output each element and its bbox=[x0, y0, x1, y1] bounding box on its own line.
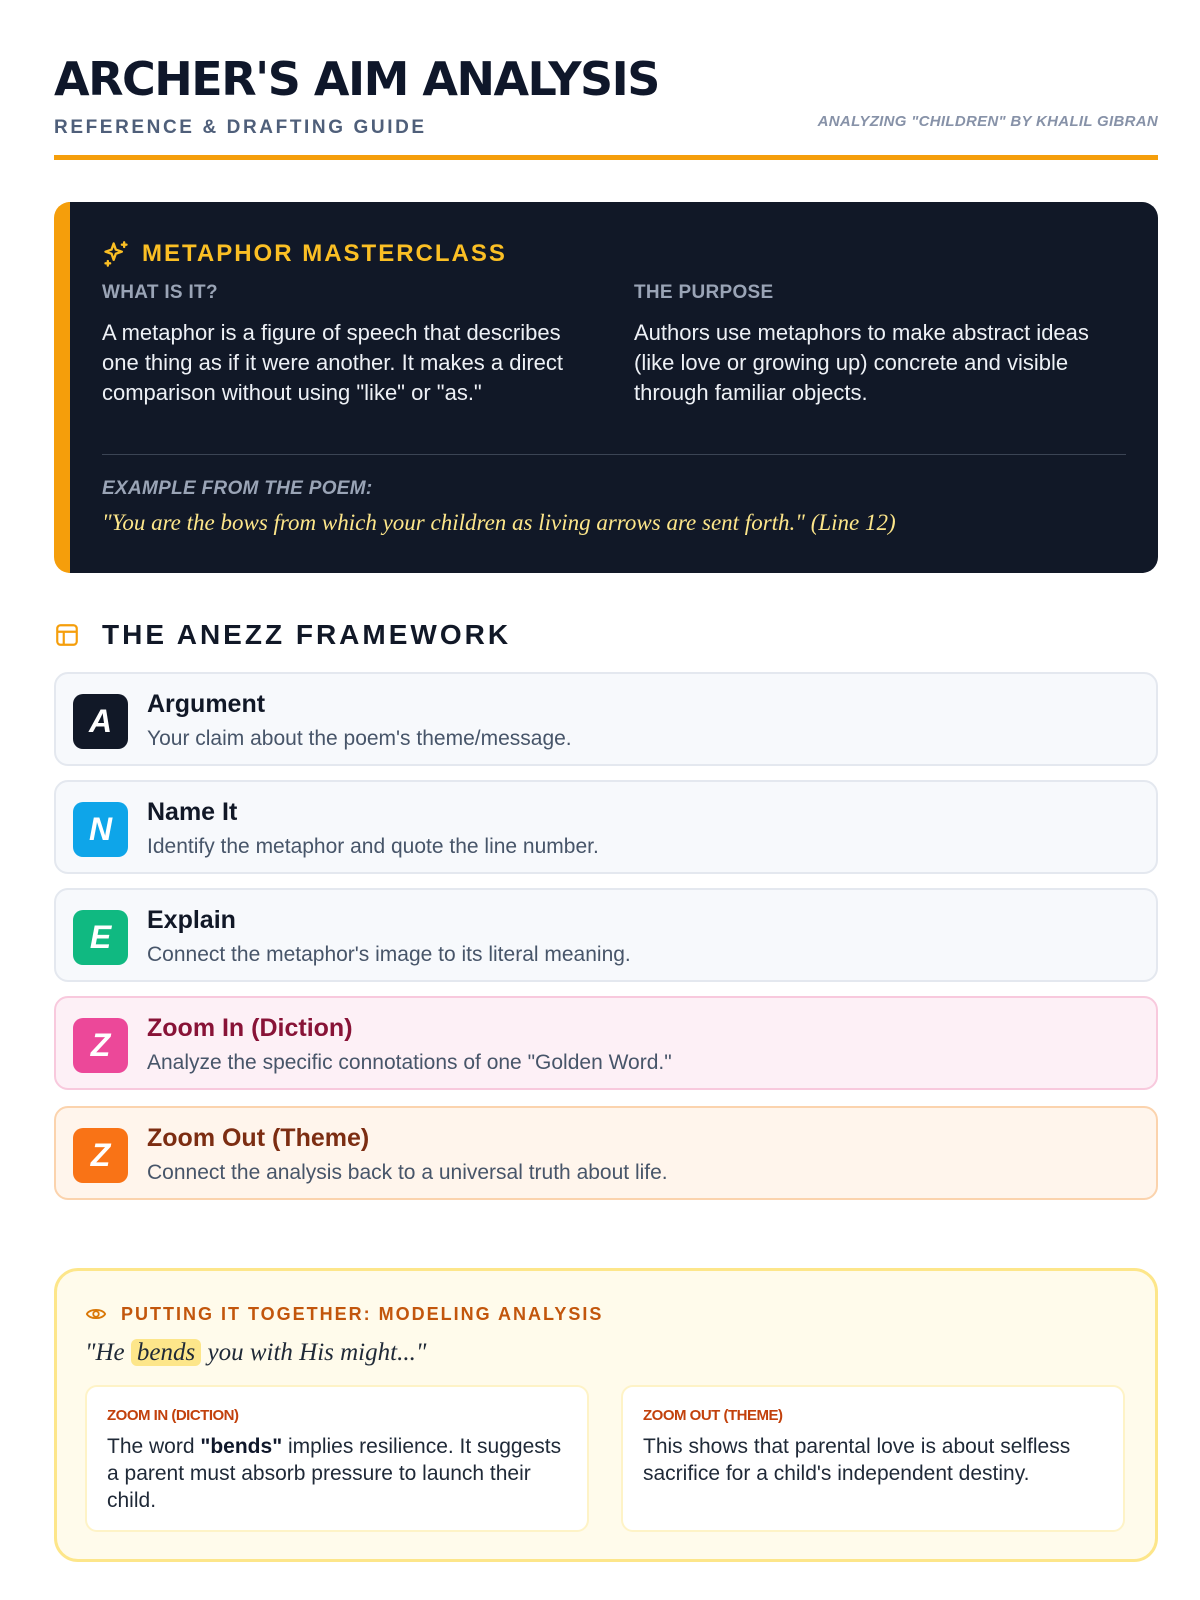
poem-byline: ANALYZING "CHILDREN" BY KHALIL GIBRAN bbox=[817, 113, 1158, 130]
what-is-it-text: A metaphor is a figure of speech that describes one thing as if it were another. It makes a direct comparison without using "like" or "as." bbox=[102, 320, 564, 405]
framework-item-desc: Connect the metaphor's image to its literal meaning. bbox=[147, 943, 631, 966]
purpose-label: THE PURPOSE bbox=[634, 282, 774, 303]
masterclass-header bbox=[102, 240, 507, 268]
framework-item-name: Explain bbox=[147, 906, 236, 934]
framework-item-name: Zoom In (Diction) bbox=[147, 1014, 353, 1042]
letter-badge-z: Z bbox=[73, 1128, 128, 1183]
framework-item-name-it bbox=[54, 780, 1158, 874]
metaphor-masterclass-card bbox=[54, 202, 1158, 573]
purpose-column bbox=[634, 282, 1114, 408]
sparkles-icon bbox=[102, 240, 130, 268]
framework-item-desc: Identify the metaphor and quote the line number. bbox=[147, 835, 599, 858]
framework-item-desc: Analyze the specific connotations of one "Golden Word." bbox=[147, 1051, 672, 1074]
model-quote bbox=[85, 1339, 426, 1367]
what-is-it-label: WHAT IS IT? bbox=[102, 282, 218, 303]
page bbox=[54, 0, 1158, 1512]
zoom-out-box bbox=[621, 1385, 1125, 1532]
zoom-in-text-pre: The word bbox=[107, 1435, 195, 1458]
example-quote: "You are the bows from which your children as living arrows are sent forth." (Line 12) bbox=[102, 510, 896, 535]
letter-badge-n: N bbox=[73, 802, 128, 857]
layout-icon bbox=[54, 622, 80, 648]
framework-item-name: Argument bbox=[147, 690, 266, 718]
masterclass-title: METAPHOR MASTERCLASS bbox=[142, 240, 507, 267]
zoom-in-label: ZOOM IN (DICTION) bbox=[107, 1407, 239, 1424]
page-header bbox=[54, 0, 1158, 160]
modeling-analysis-card bbox=[54, 1268, 1158, 1562]
modeling-title: PUTTING IT TOGETHER: MODELING ANALYSIS bbox=[121, 1303, 604, 1324]
zoom-in-box bbox=[85, 1385, 589, 1532]
framework-item-desc: Connect the analysis back to a universal truth about life. bbox=[147, 1161, 668, 1184]
zoom-in-text bbox=[107, 1433, 567, 1514]
what-is-it-column bbox=[102, 282, 582, 408]
framework-item-name: Name It bbox=[147, 798, 238, 826]
zoom-in-bold-word: "bends" bbox=[200, 1435, 283, 1458]
zoom-in-text-post: implies resilience. It suggests a parent must absorb pressure to launch their child. bbox=[107, 1435, 562, 1512]
framework-item-name: Zoom Out (Theme) bbox=[147, 1124, 370, 1152]
framework-item-explain bbox=[54, 888, 1158, 982]
page-title: ARCHER'S AIM ANALYSIS bbox=[54, 52, 659, 106]
letter-badge-e: E bbox=[73, 910, 128, 965]
letter-badge-z: Z bbox=[73, 1018, 128, 1073]
framework-item-zoom-out bbox=[54, 1106, 1158, 1200]
zoom-out-text: This shows that parental love is about selfless sacrifice for a child's independent destiny. bbox=[643, 1435, 1071, 1485]
framework-item-desc: Your claim about the poem's theme/message. bbox=[147, 727, 572, 750]
letter-badge-a: A bbox=[73, 694, 128, 749]
framework-header bbox=[54, 619, 511, 651]
divider bbox=[102, 454, 1126, 455]
example-label: EXAMPLE FROM THE POEM: bbox=[102, 478, 373, 499]
eye-icon bbox=[85, 1303, 107, 1325]
quote-end: you with His might..." bbox=[207, 1339, 427, 1366]
framework-item-argument bbox=[54, 672, 1158, 766]
modeling-header bbox=[85, 1303, 603, 1325]
framework-title: THE ANEZZ FRAMEWORK bbox=[102, 619, 512, 650]
highlighted-word: bends bbox=[131, 1339, 201, 1366]
framework-item-zoom-in bbox=[54, 996, 1158, 1090]
zoom-out-label: ZOOM OUT (THEME) bbox=[643, 1407, 783, 1424]
purpose-text: Authors use metaphors to make abstract ideas (like love or growing up) concrete and visible through familiar objects. bbox=[634, 320, 1089, 405]
quote-start: "He bbox=[85, 1339, 125, 1366]
page-subtitle: REFERENCE & DRAFTING GUIDE bbox=[54, 117, 427, 138]
